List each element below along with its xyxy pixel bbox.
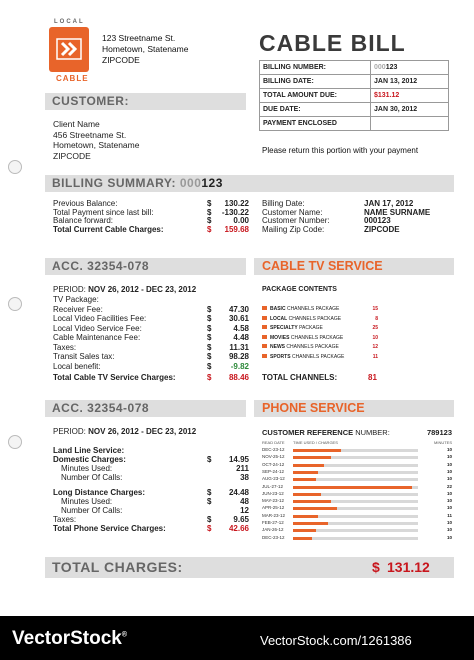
chart-minutes-label: 10	[446, 534, 452, 540]
reference-number: 789123	[426, 428, 452, 437]
chart-minutes-label: 22	[446, 483, 452, 489]
chart-date-label: AUG-23-12	[262, 476, 285, 482]
calls-value: 38	[240, 473, 249, 482]
registered-mark: ®	[121, 631, 127, 639]
taxes-amount: 9.65	[233, 515, 249, 524]
chart-bar	[293, 456, 331, 459]
domestic-row	[53, 455, 249, 464]
punch-hole	[8, 435, 22, 449]
charge-row	[53, 363, 249, 373]
period-value: NOV 26, 2012 - DEC 23, 2012	[88, 285, 197, 294]
period-value: NOV 26, 2012 - DEC 23, 2012	[88, 427, 197, 436]
summary-label: Customer Name:	[262, 207, 323, 217]
charge-label: TV Package:	[53, 295, 99, 304]
chart-minutes-label: 10	[446, 505, 452, 511]
logo-cable-text: CABLE	[56, 74, 89, 83]
customer-address-line: Client Name	[53, 119, 100, 129]
total-channels-value: 81	[368, 373, 377, 382]
chart-date-label: MAR-23-12	[262, 512, 286, 518]
tv-total-currency: $	[207, 373, 212, 382]
long-minutes-row	[53, 497, 249, 506]
chart-bar	[293, 529, 316, 532]
chart-bar	[293, 507, 337, 510]
billing-summary-number-prefix: 000	[179, 176, 202, 190]
chart-row	[262, 469, 452, 476]
charge-row	[53, 334, 249, 344]
double-chevron-right-icon	[49, 27, 89, 72]
package-bullet-icon	[262, 325, 267, 329]
phone-total-amount: 42.66	[228, 524, 249, 533]
chart-minutes-label: 11	[447, 512, 452, 518]
package-count: 25	[372, 325, 378, 331]
company-address-line: ZIPCODE	[102, 55, 140, 65]
table-row	[260, 61, 449, 75]
domestic-amount: 14.95	[228, 455, 249, 464]
total-charges-label: TOTAL CHARGES:	[52, 559, 183, 575]
chart-row	[262, 462, 452, 469]
chart-header-time: TIME USED / CHARGES	[293, 440, 338, 445]
long-distance-label: Long Distance Charges:	[53, 488, 146, 497]
chart-row	[262, 535, 452, 542]
summary-value: ZIPCODE	[364, 224, 400, 234]
chart-bar	[293, 500, 331, 503]
chart-date-label: JUN-23-12	[262, 490, 284, 496]
customer-address-line: ZIPCODE	[53, 150, 91, 161]
phone-period	[53, 428, 196, 436]
charge-amount: -9.82	[230, 361, 249, 371]
summary-amount: 159.68	[224, 224, 249, 234]
package-item	[262, 354, 378, 364]
charge-label: Local benefit:	[53, 361, 101, 371]
domestic-label: Domestic Charges:	[53, 455, 126, 464]
charge-label: Local Video Facilities Fee:	[53, 314, 147, 323]
charge-currency: $	[207, 352, 212, 361]
domestic-currency: $	[207, 455, 212, 464]
reference-label: NUMBER:	[353, 428, 390, 437]
billing-number: 123	[385, 64, 398, 71]
billing-summary-heading	[52, 176, 223, 190]
summary-row	[53, 226, 249, 235]
table-row	[260, 117, 449, 131]
package-item	[262, 325, 378, 335]
charge-currency: $	[207, 361, 212, 371]
total-charges-currency: $	[372, 559, 380, 575]
tv-account-band	[45, 258, 246, 275]
land-line-heading: Land Line Service:	[53, 446, 125, 455]
package-bullet-icon	[262, 335, 267, 339]
summary-amount: 0.00	[233, 216, 249, 225]
summary-label: Billing Date:	[262, 199, 305, 208]
usage-chart	[262, 447, 452, 542]
chart-minutes-label: 10	[446, 527, 452, 533]
package-name: CHANNELS PACKAGE	[285, 344, 339, 350]
table-cell-label: PAYMENT ENCLOSED	[260, 117, 371, 131]
watermark-brand-text: VectorStock	[12, 628, 122, 649]
chart-row	[262, 476, 452, 483]
return-note: Please return this portion with your payment	[262, 146, 419, 155]
package-name: CHANNELS PACKAGE	[285, 306, 340, 312]
chart-row	[262, 491, 452, 498]
summary-currency: $	[207, 199, 212, 208]
phone-total-label: Total Phone Service Charges:	[53, 524, 166, 533]
dom-minutes-row	[53, 464, 249, 473]
phone-service-heading: PHONE SERVICE	[262, 401, 365, 415]
period-label: PERIOD:	[53, 285, 86, 294]
customer-address-line: 456 Streetname St.	[53, 129, 127, 140]
charge-label: Cable Maintenance Fee:	[53, 333, 141, 342]
tv-total-label: Total Cable TV Service Charges:	[53, 373, 176, 382]
chart-bar	[293, 478, 316, 481]
table-cell-label: DUE DATE:	[260, 103, 371, 117]
taxes-currency: $	[207, 515, 212, 524]
watermark-url: VectorStock.com/1261386	[260, 633, 412, 648]
summary-value: 000123	[364, 216, 391, 225]
chart-header-minutes: MINUTES	[434, 440, 452, 445]
billing-summary-label: BILLING SUMMARY:	[52, 176, 176, 190]
tv-service-heading: CABLE TV SERVICE	[262, 259, 383, 273]
summary-currency: $	[207, 216, 212, 225]
customer-reference	[262, 428, 452, 437]
charge-amount: 4.48	[233, 333, 249, 342]
tv-account-number: ACC. 32354-078	[52, 259, 150, 273]
chart-minutes-label: 10	[446, 520, 452, 525]
total-charges-band	[45, 557, 454, 578]
billing-summary-left	[53, 200, 249, 234]
total-channels-label: TOTAL CHANNELS:	[262, 373, 338, 382]
package-count: 10	[372, 334, 378, 341]
charge-amount: 47.30	[228, 304, 249, 314]
chart-bar	[293, 464, 324, 467]
chart-bar	[293, 486, 412, 489]
package-name: PACKAGE	[297, 325, 323, 331]
chart-bar	[293, 522, 328, 525]
billing-summary-right	[262, 200, 452, 234]
chart-row	[262, 454, 452, 461]
summary-currency: $	[207, 224, 212, 234]
chart-minutes-label: 10	[446, 490, 452, 496]
dom-calls-row	[53, 473, 249, 482]
summary-amount: -130.22	[221, 207, 249, 217]
charge-label: Transit Sales tax:	[53, 352, 115, 361]
package-item	[262, 335, 378, 345]
chart-row	[262, 498, 452, 505]
chart-row	[262, 527, 452, 534]
tv-period	[53, 286, 196, 294]
chart-bar	[293, 515, 318, 518]
payment-summary-table	[259, 60, 449, 131]
summary-value: NAME SURNAME	[364, 207, 431, 217]
package-name-bold: NEWS	[270, 344, 285, 350]
charge-amount: 30.61	[228, 314, 249, 323]
chart-date-label: SEP-24-12	[262, 468, 285, 474]
charge-currency: $	[207, 304, 212, 314]
tv-total-amount: 88.46	[228, 373, 249, 382]
summary-currency: $	[207, 207, 212, 217]
chart-date-label: JAN-26-12	[262, 527, 284, 533]
calls-label: Number Of Calls:	[61, 506, 123, 515]
charge-currency: $	[207, 333, 212, 342]
tv-service-band	[254, 258, 454, 275]
summary-label: Total Current Cable Charges:	[53, 224, 164, 234]
table-cell-label: TOTAL AMOUNT DUE:	[260, 89, 371, 103]
charge-amount: 4.58	[233, 323, 249, 333]
chart-date-label: MAY-23-12	[262, 498, 285, 504]
chart-header-date: READ DATE	[262, 440, 285, 445]
watermark-brand	[12, 628, 127, 650]
package-bullet-icon	[262, 344, 267, 348]
chart-bar	[293, 493, 321, 496]
summary-label: Previous Balance:	[53, 199, 118, 208]
table-cell-label: BILLING NUMBER:	[260, 61, 371, 75]
charge-amount: 11.31	[229, 342, 249, 352]
chart-row	[262, 447, 452, 454]
taxes-label: Taxes:	[53, 515, 77, 524]
summary-value: JAN 17, 2012	[364, 199, 414, 208]
punch-hole	[8, 160, 22, 174]
billing-summary-band	[45, 175, 454, 192]
chart-minutes-label: 10	[446, 468, 452, 474]
table-row	[260, 89, 449, 103]
company-address-line: Hometown, Statename	[102, 44, 189, 54]
period-label: PERIOD:	[53, 427, 86, 436]
chart-date-label: JUL-27-12	[262, 483, 284, 489]
summary-amount: 130.22	[224, 199, 249, 208]
chart-date-label: DEC-23-12	[262, 534, 285, 540]
chart-bar	[293, 449, 341, 452]
chart-date-label: FEB-27-12	[262, 520, 284, 525]
package-name: CHANNELS PACKAGE	[287, 315, 342, 322]
logo-local-text: LOCAL	[54, 19, 85, 25]
package-name: CHANNELS PACKAGE	[290, 353, 345, 360]
charge-amount: 98.28	[228, 352, 249, 361]
company-address-line: 123 Streetname St.	[102, 33, 176, 43]
customer-band	[45, 93, 246, 110]
phone-total-row	[53, 524, 249, 533]
summary-row	[262, 226, 452, 235]
package-name-bold: LOCAL	[270, 315, 288, 322]
summary-label: Total Payment since last bill:	[53, 207, 154, 217]
chart-bar-track	[293, 537, 418, 540]
table-row	[260, 75, 449, 89]
tv-charges-list	[53, 296, 249, 372]
table-row	[260, 103, 449, 117]
chart-row	[262, 513, 452, 520]
customer-heading: CUSTOMER:	[52, 94, 129, 108]
chart-date-label: APR-25-12	[262, 505, 285, 511]
chart-minutes-label: 10	[446, 498, 452, 504]
total-charges-amount: 131.12	[387, 559, 430, 575]
punch-hole	[8, 297, 22, 311]
package-name-bold: SPORTS	[270, 353, 291, 360]
charge-currency: $	[207, 323, 212, 333]
table-cell-label: BILLING DATE:	[260, 75, 371, 89]
usage-chart-header	[262, 440, 452, 446]
phone-account-number: ACC. 32354-078	[52, 401, 150, 415]
chart-bar	[293, 471, 318, 474]
calls-label: Number Of Calls:	[61, 473, 123, 482]
customer-address-line: Hometown, Statename	[53, 140, 140, 150]
bill-title: CABLE BILL	[259, 30, 406, 56]
phone-total-currency: $	[207, 524, 212, 533]
customer-address	[53, 119, 139, 161]
payment-enclosed-field[interactable]	[371, 117, 449, 131]
company-address	[102, 33, 188, 66]
summary-label: Customer Number:	[262, 216, 330, 225]
total-amount-due: $131.12	[371, 89, 449, 103]
summary-label: Mailing Zip Code:	[262, 224, 325, 234]
summary-label: Balance forward:	[53, 216, 114, 225]
calls-value: 12	[240, 506, 249, 515]
logo	[49, 27, 89, 72]
chart-date-label: DEC-23-12	[262, 447, 285, 452]
chart-minutes-label: 10	[446, 447, 452, 452]
package-list	[262, 306, 378, 363]
charge-label: Receiver Fee:	[53, 304, 103, 314]
package-name-bold: BASIC	[270, 306, 286, 312]
taxes-row	[53, 515, 249, 524]
minutes-label: Minutes Used:	[61, 464, 113, 473]
package-bullet-icon	[262, 316, 267, 320]
package-item	[262, 306, 378, 316]
package-count: 8	[375, 315, 378, 322]
package-heading: PACKAGE CONTENTS	[262, 286, 337, 293]
chart-minutes-label: 10	[446, 461, 452, 467]
package-item	[262, 316, 378, 326]
long-distance-currency: $	[207, 488, 212, 497]
chart-date-label: NOV-25-12	[262, 454, 285, 460]
package-count: 12	[372, 344, 378, 350]
minutes-value: 48	[240, 497, 249, 506]
billing-number-prefix: 000	[374, 64, 386, 71]
table-cell-value: JAN 13, 2012	[371, 75, 449, 89]
table-cell-value	[371, 61, 449, 75]
charge-label: Taxes:	[53, 342, 77, 352]
package-name: CHANNELS PACKAGE	[289, 334, 344, 341]
tv-total-row	[53, 374, 249, 382]
long-calls-row	[53, 506, 249, 515]
chart-row	[262, 484, 452, 491]
chart-row	[262, 505, 452, 512]
charge-currency: $	[207, 342, 212, 352]
minutes-currency: $	[207, 497, 212, 506]
reference-label-bold: CUSTOMER REFERENCE	[262, 428, 354, 437]
package-name-bold: MOVIES	[270, 334, 290, 341]
long-distance-row	[53, 488, 249, 497]
charge-currency: $	[207, 314, 212, 323]
phone-account-band	[45, 400, 246, 417]
package-bullet-icon	[262, 306, 267, 310]
chart-date-label: OCT-24-12	[262, 461, 285, 467]
chart-bar	[293, 537, 312, 540]
chart-minutes-label: 10	[446, 454, 452, 460]
billing-summary-number: 123	[201, 176, 223, 190]
long-distance-amount: 24.48	[228, 488, 249, 497]
minutes-label: Minutes Used:	[61, 497, 113, 506]
charge-label: Local Video Service Fee:	[53, 323, 142, 333]
table-cell-value: JAN 30, 2012	[371, 103, 449, 117]
package-item	[262, 344, 378, 354]
chart-row	[262, 520, 452, 527]
chart-minutes-label: 10	[446, 476, 452, 482]
package-count: 15	[372, 306, 378, 312]
package-count: 11	[372, 353, 378, 360]
phone-service-band	[254, 400, 454, 417]
package-name-bold: SPECIALTY	[270, 325, 298, 331]
package-bullet-icon	[262, 354, 267, 358]
phone-charges	[53, 446, 249, 533]
minutes-value: 211	[236, 464, 249, 473]
